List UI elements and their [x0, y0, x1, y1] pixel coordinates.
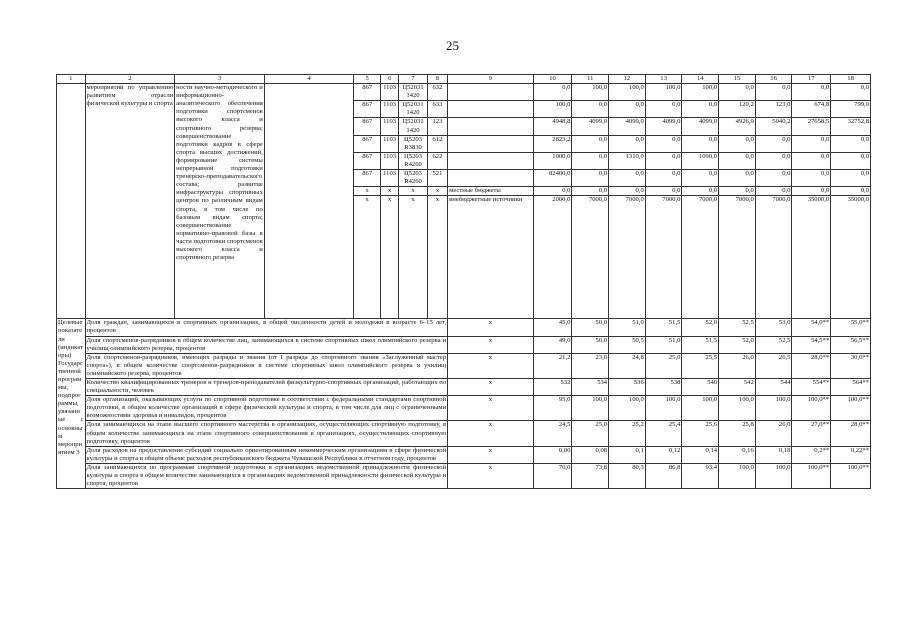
indicator-row	[57, 336, 871, 353]
value-cell: 0,0	[831, 170, 871, 187]
indicator-value-cell: 0,18	[755, 446, 792, 463]
value-cell: 0,0	[645, 152, 682, 169]
target-article-cell: Ц52031 1420	[399, 84, 428, 101]
indicator-value-cell: 0,1	[609, 446, 646, 463]
indicator-value-cell: 54,5**	[792, 336, 831, 353]
value-cell: 0,0	[831, 152, 871, 169]
indicator-row	[57, 378, 871, 395]
indicator-value-cell: 540	[682, 378, 719, 395]
indicator-value-cell: 24,8	[609, 353, 646, 378]
empty-cell	[264, 84, 354, 319]
funding-source-cell: местные бюджеты	[448, 187, 534, 196]
indicator-row	[57, 446, 871, 463]
indicator-value-cell: 100,0	[755, 463, 792, 488]
indicator-value-cell: 24,5	[533, 421, 572, 446]
funding-source-cell	[448, 170, 534, 187]
activity-description-cell: ности научно-методического и информационно-аналитического обеспечения подготовки спортсменов высокого класса и спортивного резерва; совершенствование подготовки кадров в сфере спорта высших достижений, формирование системы непрерывной подготовки тренерско-преподавательского состава; развитие инфраструктуры спортивных центров по различным видам спорта, в том числе по базовым видам спорта; совершенствование нормативно-правовой базы в части подготовки спортсменов высокого класса и спортивного резерва	[175, 84, 265, 319]
expense-type-cell: 633	[427, 101, 447, 118]
indicator-value-cell: 28,0**	[792, 353, 831, 378]
value-cell: 0,0	[533, 84, 572, 101]
value-cell: 2823,2	[533, 135, 572, 152]
value-cell: 4099,0	[572, 118, 609, 135]
indicator-value-cell: 100,0	[572, 396, 609, 421]
indicator-value-cell: 542	[719, 378, 756, 395]
value-cell: 0,0	[792, 84, 831, 101]
value-cell: 100,0	[682, 84, 719, 101]
value-cell: 0,0	[755, 135, 792, 152]
header-cell: 12	[609, 75, 646, 84]
grbs-cell: x	[354, 196, 380, 319]
indicator-value-cell: 80,3	[609, 463, 646, 488]
grbs-cell: x	[354, 187, 380, 196]
expense-type-cell: 632	[427, 84, 447, 101]
expense-type-cell: 612	[427, 135, 447, 152]
indicator-value-cell: 0,16	[719, 446, 756, 463]
indicator-row	[57, 319, 871, 336]
indicator-value-cell: 100,0**	[831, 396, 871, 421]
value-cell: 120,2	[719, 101, 756, 118]
value-cell: 1090,0	[682, 152, 719, 169]
indicator-name-cell: Доля занимающихся на этапе высшего спортивного мастерства в организациях, осуществляющих спортивную подготовку, в общем количестве занимающихся на этапе спортивного совершенствования в организациях, осуществляющих спортивную подготовку, процентов	[86, 421, 447, 445]
indicator-name-cell: Доля расходов на предоставление субсидий социально ориентированным некоммерческим организациям в сфере физической культуры и спорта в общем объеме расходов республиканского бюджета Чувашской Республики в отчетном году, процентов	[86, 446, 447, 462]
indicator-value-cell: 28,0**	[831, 421, 871, 446]
value-cell: 7000,0	[645, 196, 682, 319]
value-cell: 0,0	[682, 170, 719, 187]
indicator-value-cell: 93,4	[682, 463, 719, 488]
header-cell: 13	[645, 75, 682, 84]
indicator-value-cell: 51,5	[682, 336, 719, 353]
value-cell: 100,0	[609, 84, 646, 101]
value-cell: 0,0	[533, 187, 572, 196]
funding-source-cell: внебюджетные источники	[448, 196, 534, 319]
indicator-value-cell: 21,2	[533, 353, 572, 378]
value-cell: 7000,0	[719, 196, 756, 319]
value-cell: 0,0	[645, 187, 682, 196]
indicator-value-cell: 100,0	[719, 396, 756, 421]
indicator-value-cell: 51,0	[609, 319, 646, 336]
page-number: 25	[446, 38, 459, 53]
value-cell: 7000,0	[682, 196, 719, 319]
target-article-cell: Ц52031 1420	[399, 101, 428, 118]
value-cell: 0,0	[719, 84, 756, 101]
value-cell: 0,0	[755, 84, 792, 101]
value-cell: 100,0	[645, 84, 682, 101]
indicator-value-cell: 51,5	[645, 319, 682, 336]
indicator-value-cell: 532	[533, 378, 572, 395]
grbs-cell: 867	[354, 101, 380, 118]
grbs-cell: 867	[354, 118, 380, 135]
indicator-value-cell: 100,0	[645, 396, 682, 421]
indicator-name-cell: Количество квалифицированных тренеров и тренеров-преподавателей физкультурно-спортивных организаций, работающих по специальности, человек	[86, 378, 447, 395]
target-article-cell: Ц5203 R4260	[399, 170, 428, 187]
section-cell: x	[380, 196, 398, 319]
value-cell: 0,0	[572, 187, 609, 196]
funding-source-cell	[448, 101, 534, 118]
value-cell: 123,0	[755, 101, 792, 118]
indicator-value-cell: 25,0	[572, 421, 609, 446]
indicator-value-cell: 0,14	[682, 446, 719, 463]
funding-source-cell: х	[448, 463, 534, 488]
indicator-value-cell: 100,0	[609, 396, 646, 421]
value-cell: 0,0	[792, 135, 831, 152]
value-cell: 2000,0	[533, 196, 572, 319]
indicator-value-cell: 51,0	[645, 336, 682, 353]
indicator-value-cell: 50,5	[609, 336, 646, 353]
indicator-value-cell: 25,8	[719, 421, 756, 446]
indicator-value-cell: 544	[755, 378, 792, 395]
indicator-value-cell: 55,0**	[831, 319, 871, 336]
indicator-value-cell: 25,0	[645, 353, 682, 378]
value-cell: 0,0	[682, 187, 719, 196]
indicator-value-cell: 25,5	[682, 353, 719, 378]
value-cell: 0,0	[755, 187, 792, 196]
header-cell: 1	[57, 75, 86, 84]
indicator-row	[57, 353, 871, 378]
expense-type-cell: 123	[427, 118, 447, 135]
indicator-value-cell: 54,0**	[792, 319, 831, 336]
indicator-value-cell: 73,8	[572, 463, 609, 488]
value-cell: 4926,9	[719, 118, 756, 135]
header-cell: 16	[755, 75, 792, 84]
value-cell: 674,8	[792, 101, 831, 118]
indicator-value-cell: 536	[609, 378, 646, 395]
value-cell: 0,0	[831, 187, 871, 196]
grbs-cell: 867	[354, 84, 380, 101]
header-row	[57, 75, 871, 84]
value-cell: 7000,0	[572, 196, 609, 319]
target-article-cell: Ц52031 1420	[399, 118, 428, 135]
value-cell: 0,0	[719, 152, 756, 169]
indicator-value-cell: 23,0	[572, 353, 609, 378]
indicator-value-cell: 30,0**	[831, 353, 871, 378]
value-cell: 0,0	[645, 135, 682, 152]
indicator-value-cell: 52,0	[719, 336, 756, 353]
indicator-value-cell: 25,4	[645, 421, 682, 446]
value-cell: 1000,0	[533, 152, 572, 169]
indicator-value-cell: 0,12	[645, 446, 682, 463]
indicator-value-cell: 0,06	[533, 446, 572, 463]
indicator-value-cell: 26,0	[719, 353, 756, 378]
funding-source-cell	[448, 152, 534, 169]
header-cell: 11	[572, 75, 609, 84]
section-cell: 1103	[380, 135, 398, 152]
value-cell: 0,0	[792, 152, 831, 169]
funding-source-cell: х	[448, 336, 534, 353]
value-cell: 0,0	[572, 152, 609, 169]
indicator-value-cell: 52,5	[755, 336, 792, 353]
funding-source-cell	[448, 118, 534, 135]
value-cell: 0,0	[609, 135, 646, 152]
funding-source-cell: х	[448, 446, 534, 463]
indicator-name-cell: Доля занимающихся по программам спортивной подготовки в организациях ведомственной принадлежности физической культуры и спорта в общем количестве занимающихся в организациях ведомственной принадлежности физической культуры и спорта, процентов	[86, 463, 447, 488]
section-cell: 1103	[380, 84, 398, 101]
value-cell: 0,0	[645, 101, 682, 118]
indicator-value-cell: 564**	[831, 378, 871, 395]
indicator-value-cell: 25,6	[682, 421, 719, 446]
indicator-value-cell: 554**	[792, 378, 831, 395]
indicator-value-cell: 50,0	[572, 336, 609, 353]
indicator-value-cell: 100,0	[682, 396, 719, 421]
indicator-value-cell: 27,0**	[792, 421, 831, 446]
value-cell: 0,0	[682, 135, 719, 152]
indicator-row	[57, 421, 871, 446]
header-cell: 3	[175, 75, 265, 84]
expense-type-cell: 521	[427, 170, 447, 187]
program-table	[56, 74, 871, 489]
indicator-value-cell: 100,0	[719, 463, 756, 488]
indicator-value-cell: 534	[572, 378, 609, 395]
funding-source-cell: х	[448, 353, 534, 378]
value-cell: 799,0	[831, 101, 871, 118]
grbs-cell: 867	[354, 170, 380, 187]
value-cell: 0,0	[792, 170, 831, 187]
value-cell: 27658,5	[792, 118, 831, 135]
indicator-value-cell: 53,0	[755, 319, 792, 336]
header-cell: 4	[264, 75, 354, 84]
header-cell: 15	[719, 75, 756, 84]
target-article-cell: Ц5203 R3830	[399, 135, 428, 152]
section-cell: x	[380, 187, 398, 196]
indicator-value-cell: 25,2	[609, 421, 646, 446]
value-cell: 0,0	[609, 187, 646, 196]
value-cell: 0,0	[755, 152, 792, 169]
indicator-value-cell: 45,0	[533, 319, 572, 336]
funding-source-cell: х	[448, 319, 534, 336]
expense-type-cell: 622	[427, 152, 447, 169]
indicator-value-cell: 50,0	[572, 319, 609, 336]
target-article-cell: x	[399, 187, 428, 196]
header-cell: 5	[354, 75, 380, 84]
empty-cell	[57, 84, 86, 319]
value-cell: 4099,0	[609, 118, 646, 135]
header-cell: 8	[427, 75, 447, 84]
target-article-cell: x	[399, 196, 428, 319]
indicator-value-cell: 100,0	[755, 396, 792, 421]
indicator-value-cell: 26,0	[755, 421, 792, 446]
indicator-value-cell: 100,0**	[792, 463, 831, 488]
indicator-value-cell: 52,0	[682, 319, 719, 336]
indicator-value-cell: 52,5	[719, 319, 756, 336]
indicator-name-cell: Доля организаций, оказывающих услуги по спортивной подготовке в соответствии с федеральными стандартами спортивной подготовки, в общем количестве организаций в сфере физической культуры и спорта, в том числе для лиц с ограниченными возможностями здоровья и инвалидов, процентов	[86, 396, 447, 420]
value-cell: 0,0	[572, 101, 609, 118]
section-cell: 1103	[380, 101, 398, 118]
indicator-value-cell: 100,0**	[792, 396, 831, 421]
section-cell: 1103	[380, 170, 398, 187]
funding-row	[57, 84, 871, 101]
value-cell: 0,0	[719, 187, 756, 196]
value-cell: 0,0	[572, 170, 609, 187]
expense-type-cell: x	[427, 187, 447, 196]
value-cell: 0,0	[755, 170, 792, 187]
indicator-value-cell: 86,8	[645, 463, 682, 488]
value-cell: 0,0	[682, 101, 719, 118]
funding-source-cell	[448, 135, 534, 152]
value-cell: 35000,0	[792, 196, 831, 319]
indicator-value-cell: 0,22**	[831, 446, 871, 463]
section-cell: 1103	[380, 118, 398, 135]
value-cell: 0,0	[609, 170, 646, 187]
indicator-value-cell: 100,0**	[831, 463, 871, 488]
indicator-value-cell: 538	[645, 378, 682, 395]
value-cell: 0,0	[719, 170, 756, 187]
indicator-value-cell: 95,0	[533, 396, 572, 421]
header-cell: 17	[792, 75, 831, 84]
funding-source-cell: х	[448, 378, 534, 395]
value-cell: 5040,2	[755, 118, 792, 135]
indicators-label-cell: Целевые показатели (индикаторы) Государственной программы, подпрограммы, увязанные с основным мероприятием 3	[57, 319, 86, 489]
header-cell: 14	[682, 75, 719, 84]
indicator-value-cell: 70,0	[533, 463, 572, 488]
indicator-value-cell: 0,08	[572, 446, 609, 463]
header-cell: 10	[533, 75, 572, 84]
value-cell: 0,0	[719, 135, 756, 152]
value-cell: 4099,0	[682, 118, 719, 135]
grbs-cell: 867	[354, 135, 380, 152]
header-cell: 6	[380, 75, 398, 84]
section-cell: 1103	[380, 152, 398, 169]
value-cell: 4948,8	[533, 118, 572, 135]
funding-source-cell: х	[448, 421, 534, 446]
value-cell: 0,0	[645, 170, 682, 187]
value-cell: 0,0	[609, 101, 646, 118]
indicator-name-cell: Доля спортсменов-разрядников, имеющих разряды и звания (от I разряда до спортивного звания «Заслуженный мастер спорта»), в общем количестве спортсменов-разрядников в системе спортивных школ олимпийского резерва и училищ олимпийского резерва, процентов	[86, 353, 447, 377]
header-cell: 2	[85, 75, 175, 84]
value-cell: 35000,0	[831, 196, 871, 319]
header-cell: 18	[831, 75, 871, 84]
indicator-value-cell: 0,2**	[792, 446, 831, 463]
funding-source-cell: х	[448, 396, 534, 421]
value-cell: 7000,0	[609, 196, 646, 319]
indicator-value-cell: 26,5	[755, 353, 792, 378]
value-cell: 0,0	[572, 135, 609, 152]
indicator-row	[57, 396, 871, 421]
indicator-value-cell: 56,5**	[831, 336, 871, 353]
indicator-name-cell: Доля граждан, занимающихся в спортивных организациях, в общей численности детей и молодежи в возрасте 6–15 лет, процентов	[86, 319, 447, 335]
indicator-value-cell: 49,0	[533, 336, 572, 353]
value-cell: 1310,0	[609, 152, 646, 169]
value-cell: 7000,0	[755, 196, 792, 319]
value-cell: 0,0	[831, 84, 871, 101]
value-cell: 32752,8	[831, 118, 871, 135]
value-cell: 82400,0	[533, 170, 572, 187]
value-cell: 100,0	[533, 101, 572, 118]
activity-name-cell: мероприятий по управлению развитием отрасли физической культуры и спорта	[85, 84, 175, 319]
indicator-name-cell: Доля спортсменов-разрядников в общем количестве лиц, занимающихся в системе спортивных школ олимпийского резерва и училищ олимпийского резерва, процентов	[86, 336, 447, 352]
value-cell: 100,0	[572, 84, 609, 101]
funding-source-cell	[448, 84, 534, 101]
value-cell: 0,0	[792, 187, 831, 196]
indicator-row	[57, 463, 871, 488]
value-cell: 4099,0	[645, 118, 682, 135]
header-cell: 9	[448, 75, 534, 84]
header-cell: 7	[399, 75, 428, 84]
grbs-cell: 867	[354, 152, 380, 169]
value-cell: 0,0	[831, 135, 871, 152]
target-article-cell: Ц5203 R4260	[399, 152, 428, 169]
expense-type-cell: x	[427, 196, 447, 319]
